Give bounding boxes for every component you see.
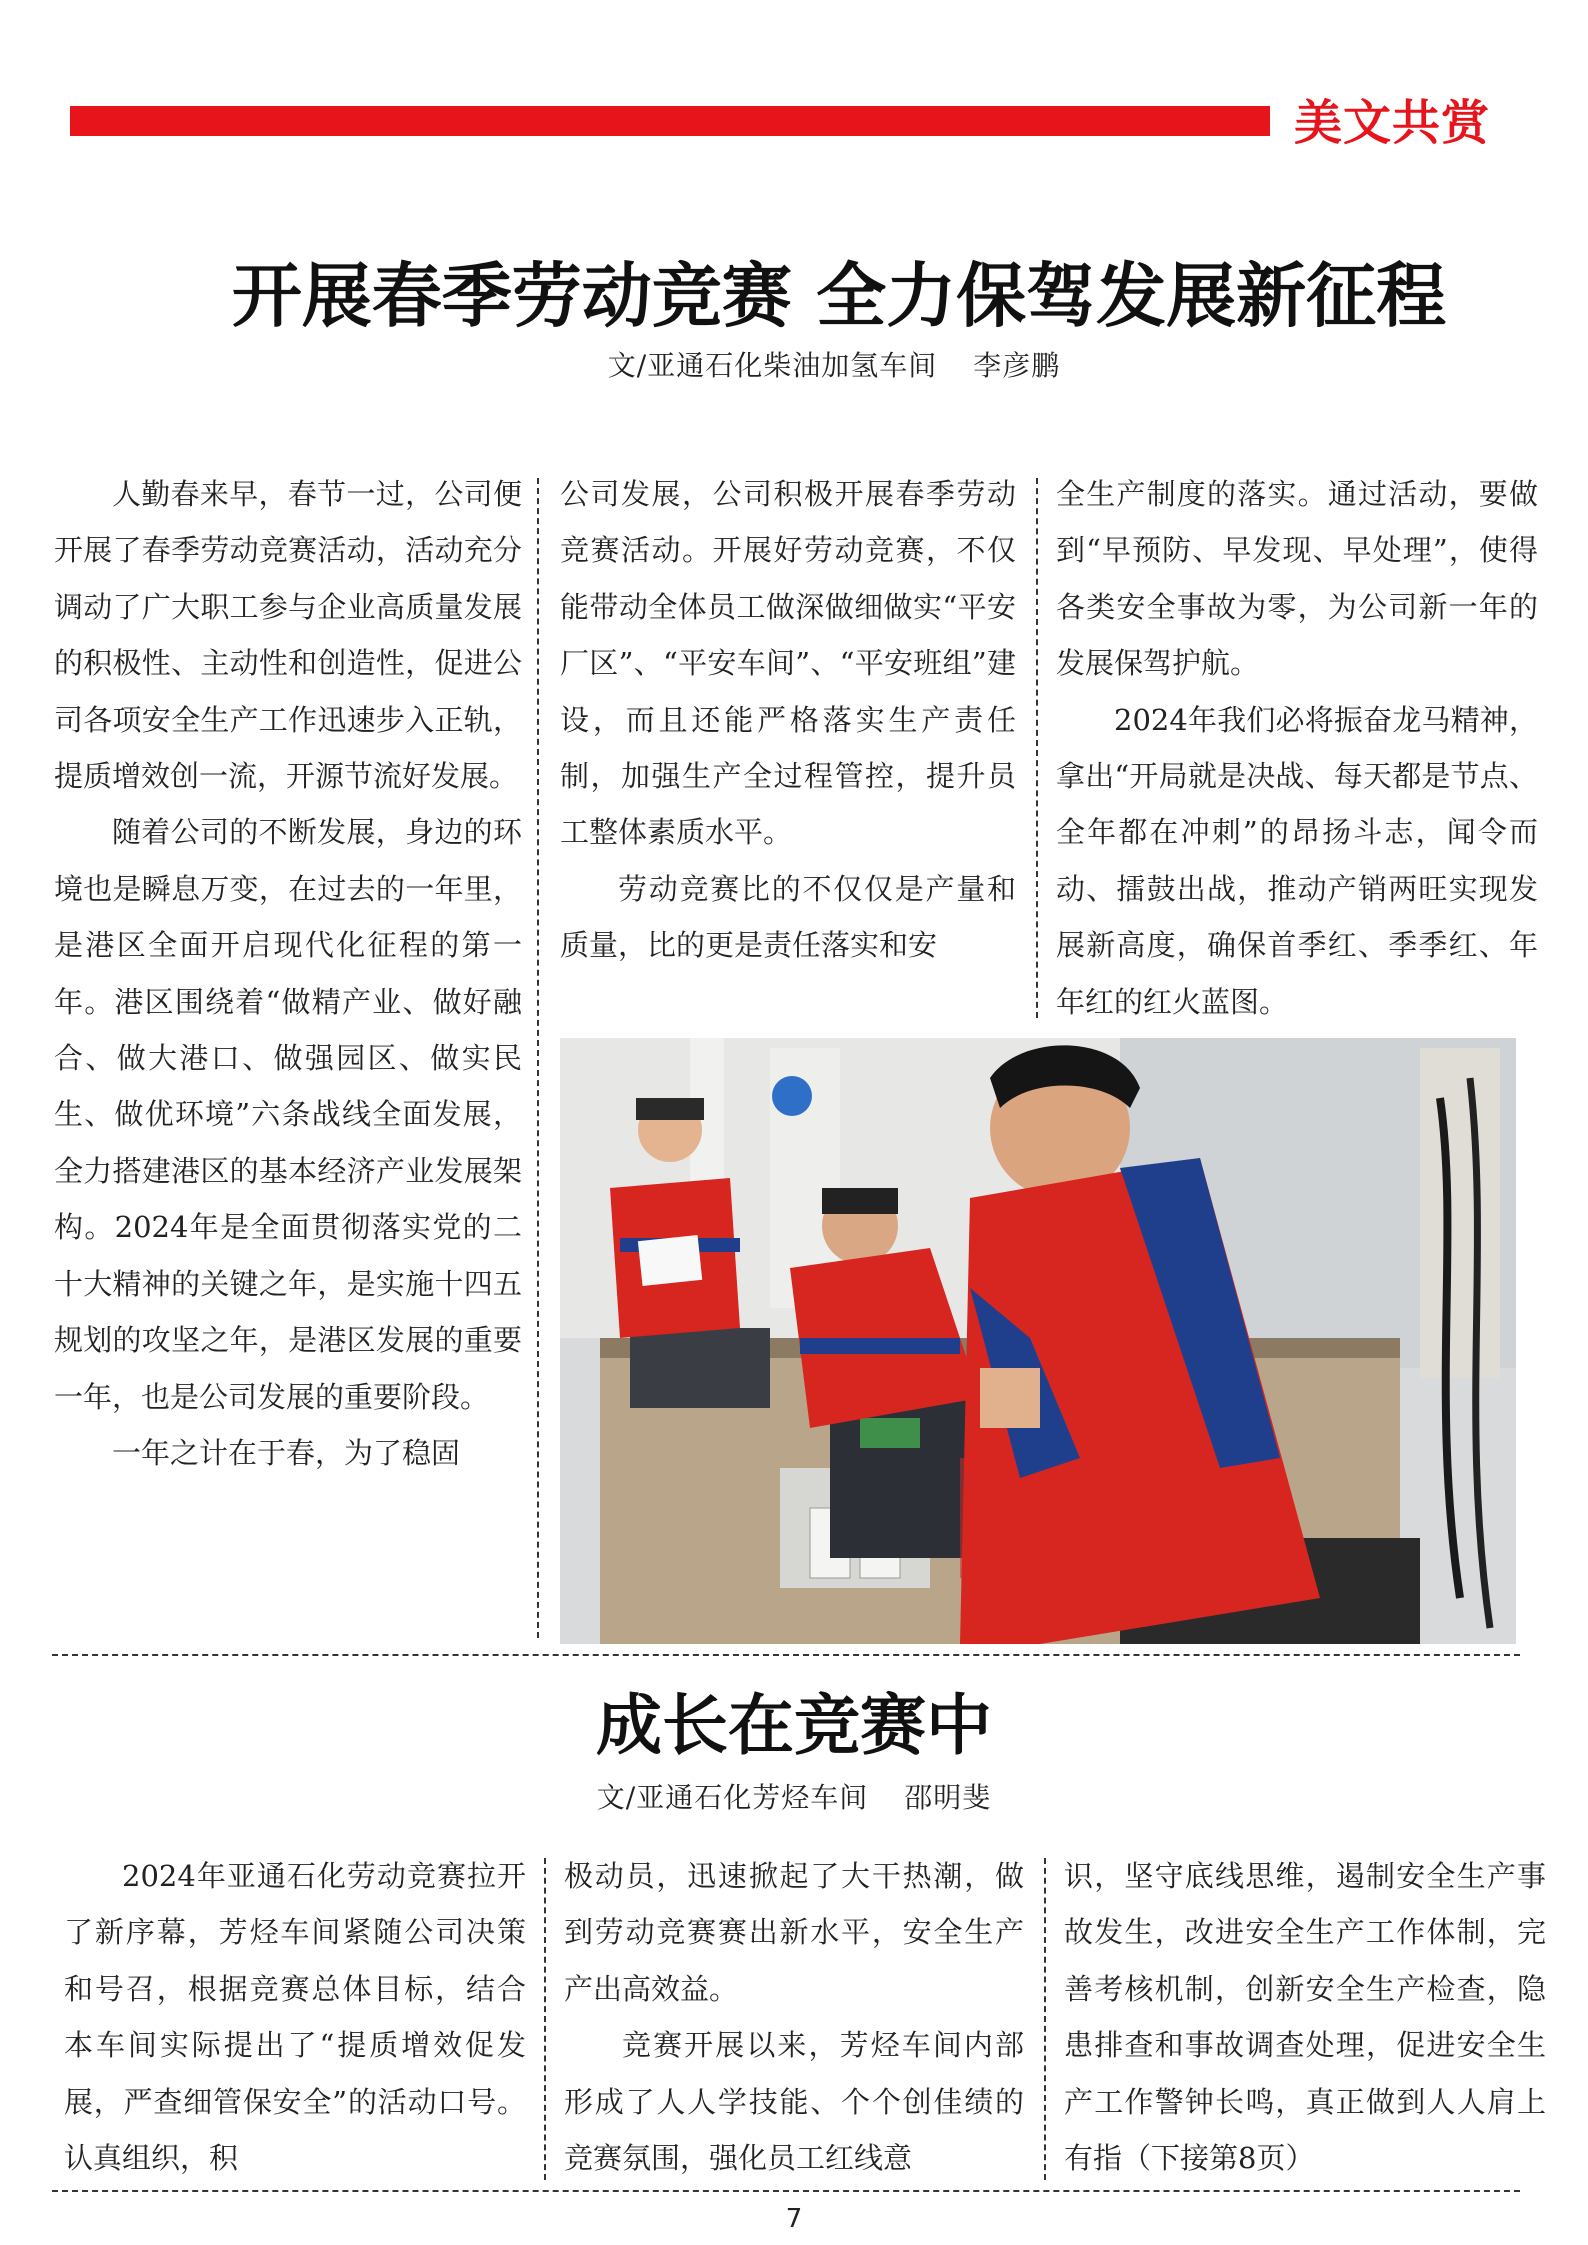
article2-column-3 <box>1064 1848 1546 2184</box>
article2-col2-paragraph: 极动员，迅速掀起了大干热潮，做到劳动竞赛赛出新水平，安全生产产出高效益。 <box>564 1859 1024 2006</box>
article1-col1-paragraph: 随着公司的不断发展，身边的环境也是瞬息万变，在过去的一年里，是港区全面开启现代化征程的第一年。港区围绕着“做精产业、做好融合、做大港口、做强园区、做实民生、做优环境”六条战线全面发展，全力搭建港区的基本经济产业发展架构。2024年是全面贯彻落实党的二十大精神的关键之年，是实施十四五规划的攻坚之年，是港区发展的重要一年，也是公司发展的重要阶段。 <box>54 815 522 1414</box>
column-divider <box>1036 478 1038 1018</box>
article1-author: 李彦鹏 <box>973 349 1061 382</box>
article1-byline <box>0 344 1588 384</box>
article1-col1-paragraph: 人勤春来早，春节一过，公司便开展了春季劳动竞赛活动，活动充分调动了广大职工参与企业高质量发展的积极性、主动性和创造性，促进公司各项安全生产工作迅速步入正轨，提质增效创一流，开源节流好发展。 <box>54 477 522 794</box>
article2-byline-unit: 文/亚通石化芳烃车间 <box>596 1781 869 1814</box>
article1-byline-unit: 文/亚通石化柴油加氢车间 <box>607 349 938 382</box>
workers-photo-illustration <box>560 1038 1516 1644</box>
article2-byline <box>0 1776 1588 1816</box>
footer-divider <box>52 2190 1520 2192</box>
article1-title: 开展春季劳动竞赛 全力保驾发展新征程 <box>231 255 1447 337</box>
article1-col3-paragraph: 2024年我们必将振奋龙马精神，拿出“开局就是决战、每天都是节点、全年都在冲刺”的昂扬斗志，闻令而动、擂鼓出战，推动产销两旺实现发展新高度，确保首季红、季季红、年年红的红火蓝图。 <box>1056 702 1538 1019</box>
column-divider <box>537 478 539 1638</box>
article1-col1-paragraph: 一年之计在于春，为了稳固 <box>112 1435 461 1470</box>
article-divider <box>52 1654 1520 1656</box>
page-number: 7 <box>785 2204 803 2234</box>
article1-col2-paragraph: 公司发展，公司积极开展春季劳动竞赛活动。开展好劳动竞赛，不仅能带动全体员工做深做细做实“平安厂区”、“平安车间”、“平安班组”建设，而且还能严格落实生产责任制，加强生产全过程管控，提升员工整体素质水平。 <box>560 477 1016 850</box>
section-label: 美文共赏 <box>1294 95 1491 151</box>
article1-col3-paragraph: 全生产制度的落实。通过活动，要做到“早预防、早发现、早处理”，使得各类安全事故为零，为公司新一年的发展保驾护航。 <box>1056 477 1538 681</box>
column-divider <box>1044 1858 1046 2180</box>
article1-column-1 <box>54 466 522 1642</box>
article1-column-2 <box>560 466 1016 1026</box>
article2-title: 成长在竞赛中 <box>596 1687 992 1764</box>
article2-col2-paragraph: 竞赛开展以来，芳烃车间内部形成了人人学技能、个个创佳绩的竞赛氛围，强化员工红线意 <box>564 2028 1024 2176</box>
article2-column-2 <box>564 1848 1024 2184</box>
column-divider <box>544 1858 546 2180</box>
article1-col2-paragraph: 劳动竞赛比的不仅仅是产量和质量，比的更是责任落实和安 <box>560 871 1016 963</box>
article2-col3-paragraph: 识，坚守底线思维，遏制安全生产事故发生，改进安全生产工作体制，完善考核机制，创新安全生产检查，隐患排查和事故调查处理，促进安全生产工作警钟长鸣，真正做到人人肩上有指（下接第8页） <box>1064 1859 1546 2176</box>
article1-column-3 <box>1056 466 1538 1026</box>
article2-column-1 <box>64 1848 526 2184</box>
header-red-bar <box>70 106 1270 136</box>
article2-col1-paragraph: 2024年亚通石化劳动竞赛拉开了新序幕，芳烃车间紧随公司决策和号召，根据竞赛总体目标，结合本车间实际提出了“提质增效促发展，严查细管保安全”的活动口号。认真组织，积 <box>64 1859 526 2176</box>
article1-photo <box>560 1038 1516 1644</box>
article2-author: 邵明斐 <box>904 1781 992 1814</box>
